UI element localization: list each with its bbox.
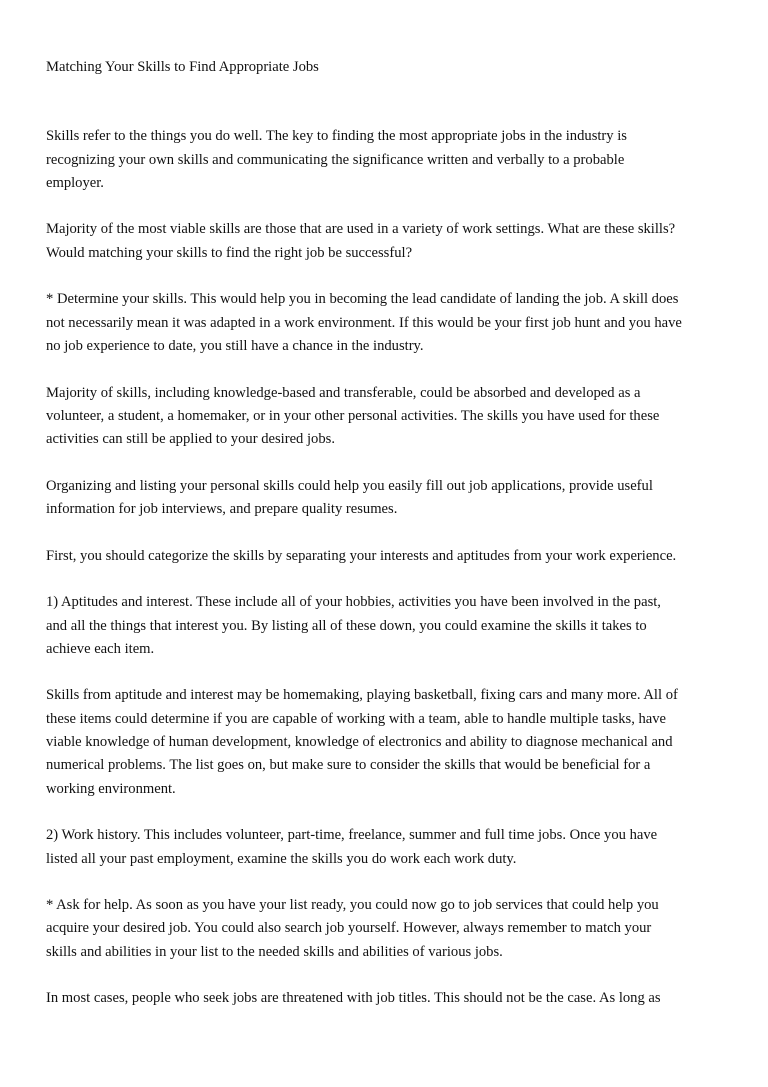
text-line: viable knowledge of human development, knowledge of electronics and ability to diagnose mechanical and: [46, 734, 673, 751]
text-line: Skills refer to the things you do well. The key to finding the most appropriate jobs in the industry is: [46, 128, 627, 145]
text-line: 1) Aptitudes and interest. These include all of your hobbies, activities you have been involved in the past,: [46, 594, 661, 611]
paragraph: [46, 382, 728, 452]
paragraph: [46, 218, 728, 265]
text-line: achieve each item.: [46, 640, 155, 657]
paragraph: [46, 987, 728, 1010]
document-title: Matching Your Skills to Find Appropriate Jobs: [46, 59, 319, 75]
text-line: and all the things that interest you. By listing all of these down, you could examine the skills it takes to: [46, 617, 647, 634]
text-line: * Ask for help. As soon as you have your list ready, you could now go to job services that could help you: [46, 897, 659, 914]
text-line: Organizing and listing your personal skills could help you easily fill out job applications, provide useful: [46, 477, 653, 494]
paragraph: [46, 475, 728, 522]
text-line: numerical problems. The list goes on, but make sure to consider the skills that would be beneficial for a: [46, 757, 651, 774]
text-line: * Determine your skills. This would help you in becoming the lead candidate of landing the job. A skill does: [46, 291, 679, 308]
text-line: Would matching your skills to find the right job be successful?: [46, 244, 413, 261]
paragraph: [46, 824, 728, 871]
text-line: acquire your desired job. You could also search job yourself. However, always remember to match your: [46, 920, 652, 937]
text-line: recognizing your own skills and communicating the significance written and verbally to a probable: [46, 151, 625, 168]
text-line: no job experience to date, you still have a chance in the industry.: [46, 337, 424, 354]
text-line: not necessarily mean it was adapted in a work environment. If this would be your first job hunt and you have: [46, 314, 682, 331]
paragraph: [46, 591, 728, 661]
text-line: volunteer, a student, a homemaker, or in your other personal activities. The skills you have used for these: [46, 407, 660, 424]
text-line: activities can still be applied to your desired jobs.: [46, 431, 335, 448]
text-line: Skills from aptitude and interest may be homemaking, playing basketball, fixing cars and many more. All of: [46, 687, 678, 704]
text-line: 2) Work history. This includes volunteer, part-time, freelance, summer and full time jobs. Once you have: [46, 827, 658, 844]
text-line: employer.: [46, 174, 104, 191]
text-line: these items could determine if you are capable of working with a team, able to handle multiple tasks, have: [46, 710, 667, 727]
text-line: listed all your past employment, examine the skills you do work each work duty.: [46, 850, 517, 867]
text-line: First, you should categorize the skills by separating your interests and aptitudes from your work experience.: [46, 547, 677, 564]
text-line: working environment.: [46, 780, 176, 797]
text-line: skills and abilities in your list to the needed skills and abilities of various jobs.: [46, 943, 503, 960]
paragraph: [46, 894, 728, 964]
text-line: Majority of skills, including knowledge-based and transferable, could be absorbed and developed as a: [46, 384, 641, 401]
text-line: information for job interviews, and prepare quality resumes.: [46, 501, 398, 518]
text-line: In most cases, people who seek jobs are threatened with job titles. This should not be the case. As long as: [46, 990, 661, 1007]
paragraph: [46, 545, 728, 568]
paragraph: [46, 684, 728, 800]
text-line: Majority of the most viable skills are those that are used in a variety of work settings. What are these skills?: [46, 221, 676, 238]
paragraph: [46, 125, 728, 195]
paragraph: [46, 288, 728, 358]
